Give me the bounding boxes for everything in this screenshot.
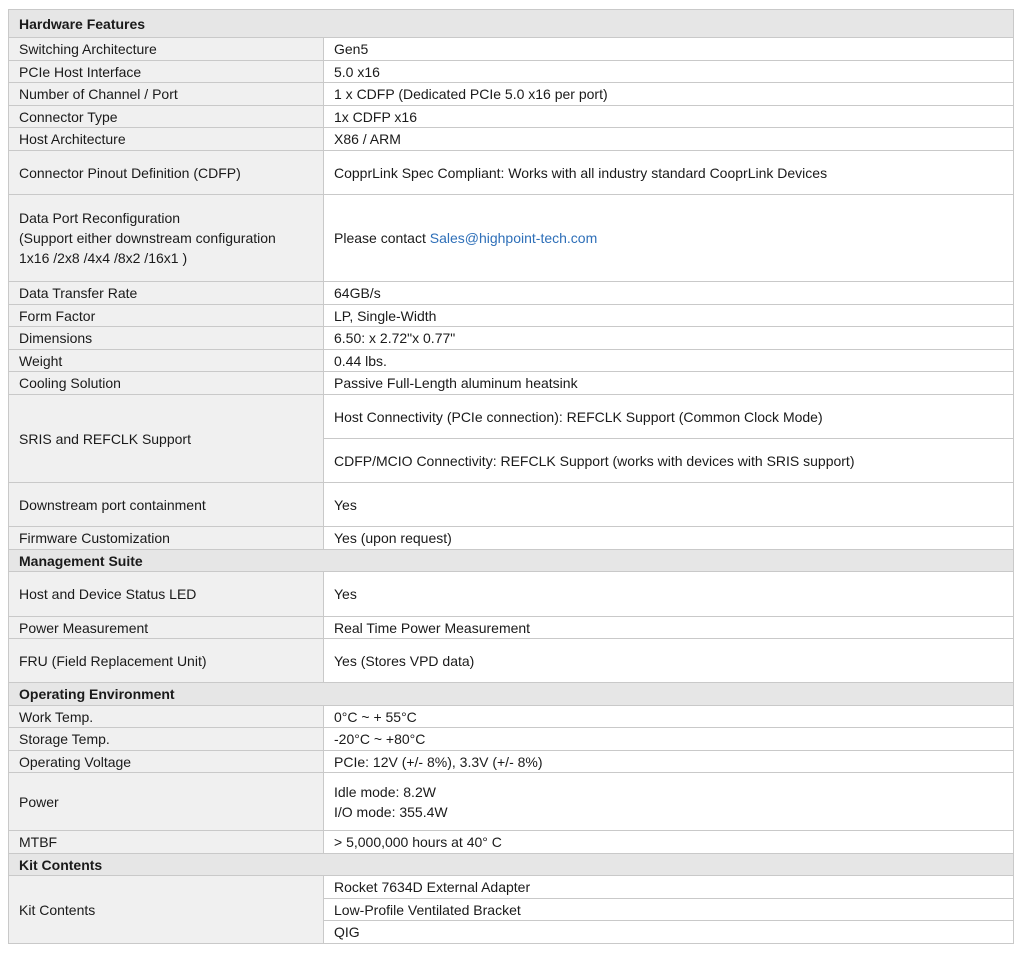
table-row <box>9 773 1014 831</box>
section-hardware <box>9 10 1014 38</box>
row-label <box>9 195 324 282</box>
row-label: Switching Architecture <box>9 38 324 61</box>
label-line: Data Port Reconfiguration <box>19 210 181 226</box>
contact-text: Please contact <box>334 230 430 246</box>
row-value: 1 x CDFP (Dedicated PCIe 5.0 x16 per port) <box>324 83 1014 106</box>
row-value: Yes <box>324 572 1014 617</box>
table-row <box>9 483 1014 527</box>
row-value: Passive Full-Length aluminum heatsink <box>324 372 1014 395</box>
row-label: PCIe Host Interface <box>9 61 324 83</box>
row-label: Downstream port containment <box>9 483 324 527</box>
table-row <box>9 372 1014 395</box>
row-value: LP, Single-Width <box>324 305 1014 327</box>
table-row <box>9 282 1014 305</box>
label-line: (Support either downstream configuration <box>19 230 276 246</box>
row-value: Yes (upon request) <box>324 527 1014 550</box>
kit-item: Rocket 7634D External Adapter <box>324 876 1014 899</box>
table-row <box>9 617 1014 639</box>
section-title: Kit Contents <box>9 854 1014 876</box>
table-row <box>9 350 1014 372</box>
row-value: Real Time Power Measurement <box>324 617 1014 639</box>
row-value <box>324 195 1014 282</box>
section-title: Management Suite <box>9 550 1014 572</box>
row-value: Gen5 <box>324 38 1014 61</box>
row-value: Host Connectivity (PCIe connection): REFCLK Support (Common Clock Mode) <box>324 395 1014 439</box>
table-row <box>9 151 1014 195</box>
table-row <box>9 876 1014 899</box>
kit-item: QIG <box>324 921 1014 944</box>
table-row <box>9 706 1014 728</box>
row-value: 0°C ~ + 55°C <box>324 706 1014 728</box>
table-row <box>9 305 1014 327</box>
power-io: I/O mode: 355.4W <box>334 803 448 820</box>
section-title: Hardware Features <box>9 10 1014 38</box>
table-row <box>9 527 1014 550</box>
spec-table <box>8 9 1014 944</box>
table-row <box>9 572 1014 617</box>
row-label: Form Factor <box>9 305 324 327</box>
row-label: Kit Contents <box>9 876 324 944</box>
table-row <box>9 831 1014 854</box>
table-row <box>9 728 1014 751</box>
label-line: 1x16 /2x8 /4x4 /8x2 /16x1 ) <box>19 250 188 266</box>
table-row <box>9 38 1014 61</box>
section-kit <box>9 854 1014 876</box>
table-row <box>9 83 1014 106</box>
row-label: Host and Device Status LED <box>9 572 324 617</box>
row-label: Firmware Customization <box>9 527 324 550</box>
row-label: Power Measurement <box>9 617 324 639</box>
row-label: Cooling Solution <box>9 372 324 395</box>
section-management <box>9 550 1014 572</box>
row-value: 6.50: x 2.72"x 0.77" <box>324 327 1014 350</box>
table-row <box>9 395 1014 439</box>
row-value: CopprLink Spec Compliant: Works with all industry standard CooprLink Devices <box>324 151 1014 195</box>
row-value: 1x CDFP x16 <box>324 106 1014 128</box>
row-label: Operating Voltage <box>9 751 324 773</box>
row-label: Power <box>9 773 324 831</box>
row-value: 5.0 x16 <box>324 61 1014 83</box>
row-label: Storage Temp. <box>9 728 324 751</box>
table-row <box>9 327 1014 350</box>
row-value: 64GB/s <box>324 282 1014 305</box>
row-value: Yes (Stores VPD data) <box>324 639 1014 683</box>
section-environment <box>9 683 1014 706</box>
sales-email-link[interactable]: Sales@highpoint-tech.com <box>429 230 598 246</box>
section-title: Operating Environment <box>9 683 1014 706</box>
row-label: FRU (Field Replacement Unit) <box>9 639 324 683</box>
row-value: Yes <box>324 483 1014 527</box>
row-value <box>324 773 1014 831</box>
row-label: Connector Type <box>9 106 324 128</box>
row-value: -20°C ~ +80°C <box>324 728 1014 751</box>
row-value: X86 / ARM <box>324 128 1014 151</box>
power-idle: Idle mode: 8.2W <box>334 783 436 800</box>
row-label: Dimensions <box>9 327 324 350</box>
row-label: Work Temp. <box>9 706 324 728</box>
row-label: Connector Pinout Definition (CDFP) <box>9 151 324 195</box>
row-value: PCIe: 12V (+/- 8%), 3.3V (+/- 8%) <box>324 751 1014 773</box>
table-row <box>9 128 1014 151</box>
table-row <box>9 639 1014 683</box>
row-label: Data Transfer Rate <box>9 282 324 305</box>
kit-item: Low-Profile Ventilated Bracket <box>324 899 1014 921</box>
row-label: Host Architecture <box>9 128 324 151</box>
row-label: SRIS and REFCLK Support <box>9 395 324 483</box>
table-row <box>9 751 1014 773</box>
row-label: MTBF <box>9 831 324 854</box>
row-value: CDFP/MCIO Connectivity: REFCLK Support (works with devices with SRIS support) <box>324 439 1014 483</box>
table-row <box>9 61 1014 83</box>
table-row <box>9 106 1014 128</box>
row-value: 0.44 lbs. <box>324 350 1014 372</box>
row-label: Weight <box>9 350 324 372</box>
row-label: Number of Channel / Port <box>9 83 324 106</box>
row-value: > 5,000,000 hours at 40° C <box>324 831 1014 854</box>
table-row <box>9 195 1014 282</box>
